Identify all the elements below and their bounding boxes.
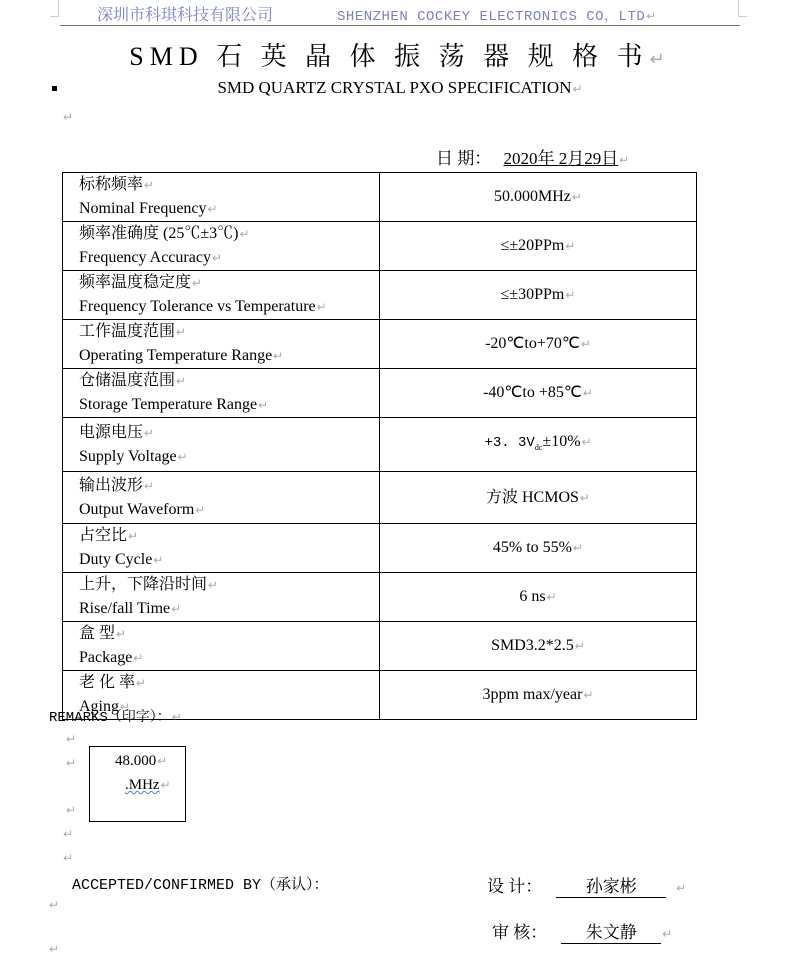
spec-label-cell: 工作温度范围↵ Operating Temperature Range↵ (63, 320, 380, 369)
document-date: 日 期： 2020年 2月29日↵ (436, 149, 630, 168)
spec-label-cell: 标称频率↵ Nominal Frequency↵ (63, 173, 380, 222)
spec-label-en: Rise/fall Time (79, 600, 171, 617)
spec-value-subscript: dc (534, 443, 543, 453)
spec-label-cn: 标称频率 (79, 176, 144, 193)
spec-label-en: Duty Cycle (79, 551, 153, 568)
margin-corner-mark (50, 0, 59, 17)
spec-label-en: Output Waveform (79, 500, 195, 518)
spec-value: ≤±20PPm (500, 237, 565, 254)
spec-label-cell: 电源电压↵ Supply Voltage↵ (63, 418, 380, 472)
paragraph-mark: ↵ (63, 110, 74, 124)
marking-line-1: 48.000 (115, 753, 157, 769)
marking-box: 48.000↵ .MHz↵ (89, 746, 186, 822)
spec-row (63, 173, 697, 222)
document-subtitle: SMD QUARTZ CRYSTAL PXO SPECIFICATION↵ (217, 78, 583, 97)
spec-value: 3ppm max/year (482, 686, 583, 703)
spec-label-cn: 输出波形 (79, 476, 144, 494)
spec-label-cn: 电源电压 (79, 423, 144, 441)
spec-label-cell: 仓储温度范围↵ Storage Temperature Range↵ (63, 369, 380, 418)
spec-value-cell: -40℃to +85℃↵ (380, 369, 697, 418)
spec-row (63, 418, 697, 472)
spec-label-cn: 频率温度稳定度 (79, 274, 192, 291)
spec-label-cn: 工作温度范围 (79, 323, 176, 340)
spec-label-cn: 老 化 率 (79, 674, 136, 691)
spec-value: ≤±30PPm (500, 286, 565, 303)
spec-row (63, 622, 697, 671)
spec-label-en: Storage Temperature Range (79, 396, 258, 413)
spec-label-cell: 频率温度稳定度↵ Frequency Tolerance vs Temperature↵ (63, 271, 380, 320)
company-name-en: SHENZHEN COCKEY ELECTRONICS CO，LTD (337, 9, 646, 25)
spec-row (63, 472, 697, 524)
review-signature: 审 核： 朱文静 ↵ (492, 918, 672, 944)
spec-label-en: Frequency Accuracy (79, 249, 211, 266)
spec-row (63, 369, 697, 418)
spec-label-cell: 盒 型↵ Package↵ (63, 622, 380, 671)
spec-label-cn: 占空比 (79, 527, 128, 544)
spec-value: -40℃to +85℃ (483, 384, 582, 401)
header-divider (60, 25, 740, 26)
spec-label-cn: 频率准确度 (25℃±3℃) (79, 225, 239, 242)
spec-value-cell: +3. $3V_{dc}\pm 10\%↵$ (380, 418, 697, 472)
page-header: 深圳市科琪科技有限公司 SHENZHEN COCKEY ELECTRONICS CO，LTD↵ (97, 2, 709, 26)
design-signature: 设 计： 孙家彬 ↵ (487, 872, 686, 898)
spec-row (63, 271, 697, 320)
spec-label-cell: 老 化 率↵ Aging↵ (63, 671, 380, 720)
spec-label-cell: 占空比↵ Duty Cycle↵ (63, 524, 380, 573)
spec-value: 50.000MHz (494, 188, 571, 205)
spec-label-cell: 输出波形↵ Output Waveform↵ (63, 472, 380, 524)
spec-value-cell: SMD3.2*2.5↵ (380, 622, 697, 671)
spec-label-cell: 频率准确度 (25℃±3℃)↵ Frequency Accuracy↵ (63, 222, 380, 271)
spec-value-cell: ≤±30PPm↵ (380, 271, 697, 320)
marking-line-2: .MHz (125, 777, 160, 793)
spec-value-cell: -20℃to+70℃↵ (380, 320, 697, 369)
spec-row (63, 320, 697, 369)
spec-value: 方波 HCMOS (486, 488, 579, 506)
spec-label-en: Package (79, 649, 133, 666)
accepted-label: ACCEPTED/CONFIRMED BY（承认）： (72, 877, 329, 894)
spec-label-en: Supply Voltage (79, 447, 177, 465)
spec-value-cell: 50.000MHz↵ (380, 173, 697, 222)
spec-row (63, 573, 697, 622)
margin-corner-mark (738, 0, 747, 17)
spec-value-cell: ≤±20PPm↵ (380, 222, 697, 271)
spec-label-cn: 上升，下降沿时间 (79, 576, 208, 593)
spec-value: 6 ns (519, 588, 546, 605)
spec-value: -20℃to+70℃ (485, 335, 580, 352)
spec-value-cell: 3ppm max/year↵ (380, 671, 697, 720)
remarks-label: REMARKS（印字）：↵ (49, 710, 182, 726)
spec-label-en: Operating Temperature Range (79, 347, 273, 364)
spec-value: 45% to 55% (492, 539, 573, 556)
spec-value: +3. 3V (484, 434, 535, 451)
spec-value-cell: 6 ns↵ (380, 573, 697, 622)
spec-label-en: Nominal Frequency (79, 200, 207, 217)
spec-label-en: Aging (79, 698, 119, 715)
spec-table (62, 172, 697, 720)
spec-value-cell: 方波 HCMOS↵ (380, 472, 697, 524)
spec-label-en: Frequency Tolerance vs Temperature (79, 298, 316, 315)
spec-label-cn: 仓储温度范围 (79, 372, 176, 389)
spec-row (63, 524, 697, 573)
company-name-cn: 深圳市科琪科技有限公司 (97, 7, 274, 24)
spec-value: SMD3.2*2.5 (491, 637, 574, 654)
spec-row (63, 222, 697, 271)
spec-value-tail: ±10% (542, 432, 581, 450)
spec-label-cn: 盒 型 (79, 625, 116, 642)
spec-value-cell: 45% to 55%↵ (380, 524, 697, 573)
spec-label-cell: 上升，下降沿时间↵ Rise/fall Time↵ (63, 573, 380, 622)
document-title: SMD 石 英 晶 体 振 荡 器 规 格 书↵ (129, 42, 671, 71)
